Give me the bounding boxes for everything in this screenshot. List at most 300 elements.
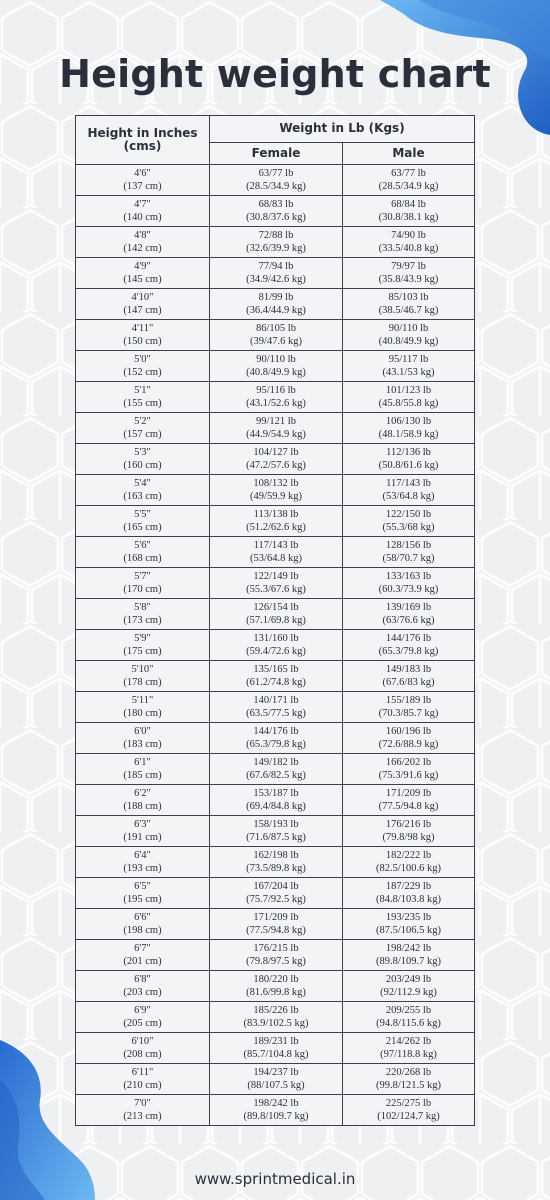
male-weight-cell-primary: 187/229 lb <box>385 881 432 892</box>
female-weight-cell <box>210 754 343 785</box>
table-row <box>76 351 475 382</box>
female-weight-cell <box>210 1064 343 1095</box>
height-cell-primary: 5'5" <box>134 509 151 520</box>
height-cell <box>76 816 210 847</box>
female-weight-cell-primary: 113/138 lb <box>253 509 299 520</box>
height-cell <box>76 227 210 258</box>
height-cell <box>76 506 210 537</box>
table-row <box>76 754 475 785</box>
male-weight-cell-secondary: (89.8/109.7 kg) <box>375 956 442 967</box>
table-row <box>76 196 475 227</box>
female-weight-cell-secondary: (63.5/77.5 kg) <box>246 708 306 719</box>
height-cell-primary: 6'7" <box>134 943 151 954</box>
height-cell-secondary: (205 cm) <box>123 1018 162 1029</box>
male-weight-cell-secondary: (48.1/58.9 kg) <box>378 429 439 440</box>
height-cell <box>76 878 210 909</box>
table-row <box>76 165 475 196</box>
table-row <box>76 444 475 475</box>
female-weight-cell-secondary: (69.4/84.8 kg) <box>246 801 306 812</box>
height-cell-primary: 6'9" <box>134 1005 151 1016</box>
male-weight-cell-primary: 79/97 lb <box>391 261 426 272</box>
height-cell-primary: 5'0" <box>134 354 151 365</box>
website-url: www.sprintmedical.in <box>194 1170 356 1188</box>
male-weight-cell-secondary: (77.5/94.8 kg) <box>378 801 439 812</box>
female-weight-cell <box>210 971 343 1002</box>
female-weight-cell-primary: 117/143 lb <box>253 540 299 551</box>
female-weight-cell <box>210 413 343 444</box>
height-cell-primary: 5'1" <box>134 385 151 396</box>
female-weight-cell-primary: 198/242 lb <box>253 1098 299 1109</box>
height-cell-secondary: (193 cm) <box>123 863 162 874</box>
female-weight-cell-primary: 122/149 lb <box>253 571 299 582</box>
male-weight-cell-primary: 160/196 lb <box>385 726 432 737</box>
male-weight-cell <box>343 847 475 878</box>
height-cell-secondary: (170 cm) <box>123 584 162 595</box>
height-cell <box>76 1064 210 1095</box>
height-cell-primary: 6'5" <box>134 881 151 892</box>
height-cell-secondary: (145 cm) <box>123 274 162 285</box>
male-weight-cell <box>343 351 475 382</box>
female-weight-cell-primary: 72/88 lb <box>258 230 294 241</box>
male-weight-cell-primary: 214/262 lb <box>385 1036 432 1047</box>
height-cell <box>76 444 210 475</box>
height-cell <box>76 320 210 351</box>
female-weight-cell-secondary: (59.4/72.6 kg) <box>246 646 306 657</box>
female-weight-cell <box>210 475 343 506</box>
height-cell-primary: 6'4" <box>134 850 151 861</box>
female-weight-cell-secondary: (39/47.6 kg) <box>250 336 302 347</box>
height-cell <box>76 165 210 196</box>
female-weight-cell-primary: 167/204 lb <box>253 881 299 892</box>
male-weight-cell <box>343 475 475 506</box>
height-cell-primary: 6'2" <box>134 788 151 799</box>
male-weight-cell <box>343 909 475 940</box>
female-weight-cell-primary: 95/116 lb <box>256 385 296 396</box>
height-cell-primary: 4'6" <box>134 168 151 179</box>
table-row <box>76 1033 475 1064</box>
female-weight-cell-secondary: (47.2/57.6 kg) <box>246 460 306 471</box>
male-weight-cell <box>343 413 475 444</box>
male-weight-cell <box>343 630 475 661</box>
height-cell-secondary: (137 cm) <box>123 181 162 192</box>
height-cell-secondary: (165 cm) <box>123 522 162 533</box>
male-weight-cell-secondary: (94.8/115.6 kg) <box>376 1018 441 1029</box>
height-cell-secondary: (150 cm) <box>123 336 162 347</box>
female-weight-cell <box>210 258 343 289</box>
height-cell-secondary: (147 cm) <box>123 305 162 316</box>
table-row <box>76 878 475 909</box>
height-cell-primary: 5'8" <box>134 602 151 613</box>
female-weight-cell-secondary: (32.6/39.9 kg) <box>246 243 306 254</box>
male-weight-cell-primary: 225/275 lb <box>385 1098 432 1109</box>
female-weight-cell-primary: 63/77 lb <box>258 168 294 179</box>
male-weight-cell-secondary: (28.5/34.9 kg) <box>378 181 439 192</box>
male-weight-cell <box>343 971 475 1002</box>
female-weight-cell-secondary: (65.3/79.8 kg) <box>246 739 306 750</box>
male-weight-cell <box>343 320 475 351</box>
male-weight-cell-secondary: (87.5/106.5 kg) <box>375 925 442 936</box>
table-row <box>76 320 475 351</box>
male-weight-cell-primary: 155/189 lb <box>385 695 432 706</box>
height-cell-secondary: (195 cm) <box>123 894 162 905</box>
female-weight-cell <box>210 661 343 692</box>
female-column-header: Female <box>210 142 343 164</box>
height-cell-secondary: (168 cm) <box>123 553 162 564</box>
height-cell-secondary: (183 cm) <box>123 739 162 750</box>
male-weight-cell <box>343 878 475 909</box>
height-cell-primary: 5'11" <box>131 695 154 706</box>
height-cell-secondary: (208 cm) <box>123 1049 162 1060</box>
female-weight-cell <box>210 909 343 940</box>
female-weight-cell <box>210 599 343 630</box>
height-cell-secondary: (152 cm) <box>123 367 162 378</box>
height-cell-primary: 5'7" <box>134 571 151 582</box>
height-cell-primary: 4'8" <box>134 230 151 241</box>
female-weight-cell <box>210 1033 343 1064</box>
female-weight-cell-primary: 86/105 lb <box>256 323 296 334</box>
height-cell <box>76 289 210 320</box>
female-weight-cell-secondary: (75.7/92.5 kg) <box>246 894 306 905</box>
male-weight-cell-primary: 112/136 lb <box>386 447 431 458</box>
male-weight-cell-primary: 90/110 lb <box>388 323 429 334</box>
male-weight-cell <box>343 599 475 630</box>
table-row <box>76 723 475 754</box>
height-cell-primary: 5'4" <box>134 478 151 489</box>
height-cell-secondary: (213 cm) <box>123 1111 162 1122</box>
male-weight-cell <box>343 537 475 568</box>
female-weight-cell <box>210 320 343 351</box>
female-weight-cell-primary: 158/193 lb <box>253 819 299 830</box>
male-weight-cell-primary: 144/176 lb <box>385 633 432 644</box>
male-weight-cell <box>343 1095 475 1126</box>
height-cell-secondary: (178 cm) <box>123 677 162 688</box>
table-row <box>76 227 475 258</box>
height-cell-secondary: (155 cm) <box>123 398 162 409</box>
female-weight-cell-secondary: (67.6/82.5 kg) <box>246 770 306 781</box>
table-row <box>76 971 475 1002</box>
table-row <box>76 847 475 878</box>
table-row <box>76 940 475 971</box>
female-weight-cell-primary: 135/165 lb <box>253 664 299 675</box>
height-cell-primary: 4'9" <box>134 261 151 272</box>
male-weight-cell-primary: 101/123 lb <box>385 385 432 396</box>
table-row <box>76 382 475 413</box>
height-weight-table <box>75 115 475 1126</box>
height-cell <box>76 351 210 382</box>
table-row <box>76 816 475 847</box>
height-cell-primary: 5'3" <box>134 447 151 458</box>
female-weight-cell-primary: 185/226 lb <box>253 1005 299 1016</box>
height-column-header: Height in Inches (cms) <box>76 116 210 165</box>
female-weight-cell-secondary: (83.9/102.5 kg) <box>243 1018 309 1029</box>
male-weight-cell-secondary: (84.8/103.8 kg) <box>375 894 442 905</box>
table-row <box>76 568 475 599</box>
male-weight-cell-secondary: (35.8/43.9 kg) <box>378 274 439 285</box>
male-weight-cell-secondary: (82.5/100.6 kg) <box>375 863 442 874</box>
female-weight-cell <box>210 444 343 475</box>
male-weight-cell-primary: 74/90 lb <box>391 230 426 241</box>
male-weight-cell <box>343 382 475 413</box>
female-weight-cell-secondary: (85.7/104.8 kg) <box>243 1049 309 1060</box>
male-weight-cell <box>343 506 475 537</box>
height-cell-secondary: (198 cm) <box>123 925 162 936</box>
female-weight-cell-secondary: (53/64.8 kg) <box>250 553 302 564</box>
female-weight-cell-secondary: (28.5/34.9 kg) <box>246 181 306 192</box>
height-cell-secondary: (157 cm) <box>123 429 162 440</box>
height-cell <box>76 692 210 723</box>
female-weight-cell <box>210 785 343 816</box>
table-row <box>76 537 475 568</box>
female-weight-cell-secondary: (73.5/89.8 kg) <box>246 863 306 874</box>
table-row <box>76 661 475 692</box>
male-weight-cell-primary: 68/84 lb <box>391 199 426 210</box>
male-weight-cell-primary: 166/202 lb <box>385 757 432 768</box>
male-weight-cell <box>343 816 475 847</box>
table-row <box>76 909 475 940</box>
female-weight-cell <box>210 351 343 382</box>
male-weight-cell-secondary: (65.3/79.8 kg) <box>378 646 439 657</box>
female-weight-cell-primary: 140/171 lb <box>253 695 299 706</box>
table-row <box>76 413 475 444</box>
female-weight-cell <box>210 289 343 320</box>
male-weight-cell-primary: 149/183 lb <box>385 664 432 675</box>
height-cell-secondary: (191 cm) <box>123 832 162 843</box>
female-weight-cell-primary: 131/160 lb <box>253 633 299 644</box>
female-weight-cell <box>210 382 343 413</box>
height-cell <box>76 785 210 816</box>
height-cell-secondary: (201 cm) <box>123 956 162 967</box>
height-cell-primary: 6'0" <box>134 726 151 737</box>
male-weight-cell-primary: 95/117 lb <box>388 354 429 365</box>
male-weight-cell-secondary: (38.5/46.7 kg) <box>378 305 439 316</box>
height-cell-primary: 5'10" <box>131 664 154 675</box>
male-weight-cell <box>343 692 475 723</box>
male-weight-cell-primary: 171/209 lb <box>385 788 432 799</box>
male-weight-cell-secondary: (55.3/68 kg) <box>382 522 435 533</box>
height-cell-primary: 6'6" <box>134 912 151 923</box>
female-weight-cell-primary: 81/99 lb <box>258 292 294 303</box>
female-weight-cell-primary: 108/132 lb <box>253 478 299 489</box>
male-weight-cell <box>343 754 475 785</box>
height-cell-secondary: (188 cm) <box>123 801 162 812</box>
female-weight-cell-secondary: (30.8/37.6 kg) <box>246 212 306 223</box>
female-weight-cell <box>210 723 343 754</box>
female-weight-cell-secondary: (79.8/97.5 kg) <box>246 956 306 967</box>
height-cell-secondary: (203 cm) <box>123 987 162 998</box>
female-weight-cell <box>210 227 343 258</box>
female-weight-cell-secondary: (57.1/69.8 kg) <box>246 615 306 626</box>
female-weight-cell-primary: 180/220 lb <box>253 974 299 985</box>
height-cell-secondary: (160 cm) <box>123 460 162 471</box>
height-cell-secondary: (163 cm) <box>123 491 162 502</box>
female-weight-cell <box>210 940 343 971</box>
male-weight-cell-secondary: (92/112.9 kg) <box>380 987 437 998</box>
height-cell <box>76 1002 210 1033</box>
female-weight-cell <box>210 165 343 196</box>
female-weight-cell-secondary: (89.8/109.7 kg) <box>243 1111 309 1122</box>
height-cell <box>76 1033 210 1064</box>
female-weight-cell-secondary: (34.9/42.6 kg) <box>246 274 306 285</box>
height-cell-secondary: (173 cm) <box>123 615 162 626</box>
male-weight-cell-secondary: (45.8/55.8 kg) <box>378 398 439 409</box>
male-weight-cell <box>343 1033 475 1064</box>
table-row <box>76 475 475 506</box>
male-weight-cell-secondary: (33.5/40.8 kg) <box>378 243 439 254</box>
height-cell-primary: 6'11" <box>131 1067 154 1078</box>
male-weight-cell <box>343 940 475 971</box>
height-cell <box>76 847 210 878</box>
female-weight-cell-secondary: (43.1/52.6 kg) <box>246 398 306 409</box>
height-cell <box>76 475 210 506</box>
female-weight-cell <box>210 816 343 847</box>
male-weight-cell-secondary: (58/70.7 kg) <box>382 553 435 564</box>
female-weight-cell-primary: 99/121 lb <box>256 416 296 427</box>
height-cell <box>76 940 210 971</box>
male-weight-cell-secondary: (63/76.6 kg) <box>382 615 435 626</box>
height-cell <box>76 599 210 630</box>
male-weight-cell <box>343 785 475 816</box>
female-weight-cell <box>210 878 343 909</box>
male-weight-cell <box>343 1002 475 1033</box>
female-weight-cell <box>210 1095 343 1126</box>
male-weight-cell-primary: 203/249 lb <box>385 974 432 985</box>
male-weight-cell <box>343 444 475 475</box>
female-weight-cell-primary: 171/209 lb <box>253 912 299 923</box>
male-weight-cell <box>343 165 475 196</box>
height-cell <box>76 723 210 754</box>
male-weight-cell <box>343 227 475 258</box>
table-row <box>76 630 475 661</box>
female-weight-cell <box>210 506 343 537</box>
male-weight-cell-secondary: (70.3/85.7 kg) <box>378 708 439 719</box>
female-weight-cell-secondary: (88/107.5 kg) <box>247 1080 305 1091</box>
male-weight-cell-secondary: (53/64.8 kg) <box>382 491 435 502</box>
female-weight-cell <box>210 568 343 599</box>
male-weight-cell <box>343 568 475 599</box>
female-weight-cell <box>210 847 343 878</box>
female-weight-cell <box>210 537 343 568</box>
female-weight-cell-primary: 189/231 lb <box>253 1036 299 1047</box>
height-cell-primary: 5'9" <box>134 633 151 644</box>
male-weight-cell-secondary: (40.8/49.9 kg) <box>378 336 439 347</box>
height-cell <box>76 537 210 568</box>
height-cell-primary: 6'3" <box>134 819 151 830</box>
height-cell <box>76 1095 210 1126</box>
female-weight-cell-secondary: (49/59.9 kg) <box>250 491 302 502</box>
male-weight-cell-secondary: (43.1/53 kg) <box>382 367 435 378</box>
height-cell-secondary: (210 cm) <box>123 1080 162 1091</box>
table-row <box>76 506 475 537</box>
table-row <box>76 1095 475 1126</box>
height-cell <box>76 568 210 599</box>
height-cell <box>76 382 210 413</box>
height-cell-primary: 5'6" <box>134 540 151 551</box>
male-weight-cell-secondary: (75.3/91.6 kg) <box>378 770 439 781</box>
male-weight-cell <box>343 196 475 227</box>
table-row <box>76 289 475 320</box>
female-weight-cell-secondary: (51.2/62.6 kg) <box>246 522 306 533</box>
page-title: Height weight chart <box>59 52 491 96</box>
height-cell <box>76 196 210 227</box>
male-weight-cell-primary: 182/222 lb <box>385 850 432 861</box>
height-cell <box>76 630 210 661</box>
female-weight-cell-primary: 176/215 lb <box>253 943 299 954</box>
female-weight-cell-primary: 126/154 lb <box>253 602 299 613</box>
male-weight-cell-primary: 139/169 lb <box>385 602 432 613</box>
female-weight-cell-primary: 153/187 lb <box>253 788 299 799</box>
male-weight-cell-primary: 122/150 lb <box>385 509 432 520</box>
male-weight-cell <box>343 661 475 692</box>
male-weight-cell-primary: 176/216 lb <box>385 819 432 830</box>
female-weight-cell-primary: 68/83 lb <box>258 199 294 210</box>
male-weight-cell-secondary: (67.6/83 kg) <box>382 677 435 688</box>
female-weight-cell-secondary: (36.4/44.9 kg) <box>246 305 306 316</box>
height-cell-primary: 6'10" <box>131 1036 154 1047</box>
male-column-header: Male <box>343 142 475 164</box>
male-weight-cell-primary: 106/130 lb <box>385 416 432 427</box>
weight-column-header: Weight in Lb (Kgs) <box>210 116 475 143</box>
male-weight-cell <box>343 1064 475 1095</box>
male-weight-cell-secondary: (72.6/88.9 kg) <box>378 739 439 750</box>
male-weight-cell-primary: 133/163 lb <box>385 571 432 582</box>
table-row <box>76 599 475 630</box>
height-cell <box>76 258 210 289</box>
female-weight-cell-primary: 194/237 lb <box>253 1067 299 1078</box>
female-weight-cell-secondary: (55.3/67.6 kg) <box>246 584 306 595</box>
female-weight-cell <box>210 630 343 661</box>
height-cell <box>76 971 210 1002</box>
height-cell-primary: 6'8" <box>134 974 151 985</box>
female-weight-cell-secondary: (77.5/94.8 kg) <box>246 925 306 936</box>
male-weight-cell-primary: 193/235 lb <box>385 912 432 923</box>
male-weight-cell-secondary: (50.8/61.6 kg) <box>378 460 439 471</box>
height-cell-primary: 5'2" <box>134 416 151 427</box>
height-cell <box>76 661 210 692</box>
female-weight-cell-secondary: (81.6/99.8 kg) <box>246 987 306 998</box>
height-cell-secondary: (175 cm) <box>123 646 162 657</box>
female-weight-cell-secondary: (61.2/74.8 kg) <box>246 677 306 688</box>
female-weight-cell-primary: 77/94 lb <box>258 261 294 272</box>
height-cell-primary: 7'0" <box>134 1098 151 1109</box>
height-cell-secondary: (180 cm) <box>123 708 162 719</box>
female-weight-cell <box>210 196 343 227</box>
female-weight-cell-primary: 149/182 lb <box>253 757 299 768</box>
female-weight-cell-primary: 162/198 lb <box>253 850 299 861</box>
male-weight-cell-primary: 220/268 lb <box>385 1067 432 1078</box>
height-cell <box>76 413 210 444</box>
male-weight-cell-primary: 198/242 lb <box>385 943 432 954</box>
male-weight-cell <box>343 258 475 289</box>
height-cell-primary: 4'11" <box>131 323 154 334</box>
male-weight-cell-secondary: (97/118.8 kg) <box>380 1049 437 1060</box>
female-weight-cell-secondary: (71.6/87.5 kg) <box>246 832 306 843</box>
male-weight-cell-secondary: (30.8/38.1 kg) <box>378 212 439 223</box>
height-cell-secondary: (142 cm) <box>123 243 162 254</box>
height-cell-primary: 6'1" <box>134 757 151 768</box>
male-weight-cell-primary: 209/255 lb <box>385 1005 432 1016</box>
female-weight-cell-primary: 90/110 lb <box>256 354 296 365</box>
female-weight-cell-secondary: (44.9/54.9 kg) <box>246 429 306 440</box>
male-weight-cell-primary: 128/156 lb <box>385 540 432 551</box>
female-weight-cell-primary: 104/127 lb <box>253 447 299 458</box>
female-weight-cell-primary: 144/176 lb <box>253 726 299 737</box>
height-cell-secondary: (185 cm) <box>123 770 162 781</box>
male-weight-cell <box>343 289 475 320</box>
height-cell-primary: 4'7" <box>134 199 151 210</box>
height-cell <box>76 754 210 785</box>
male-weight-cell-secondary: (99.8/121.5 kg) <box>375 1080 442 1091</box>
male-weight-cell-primary: 85/103 lb <box>388 292 429 303</box>
